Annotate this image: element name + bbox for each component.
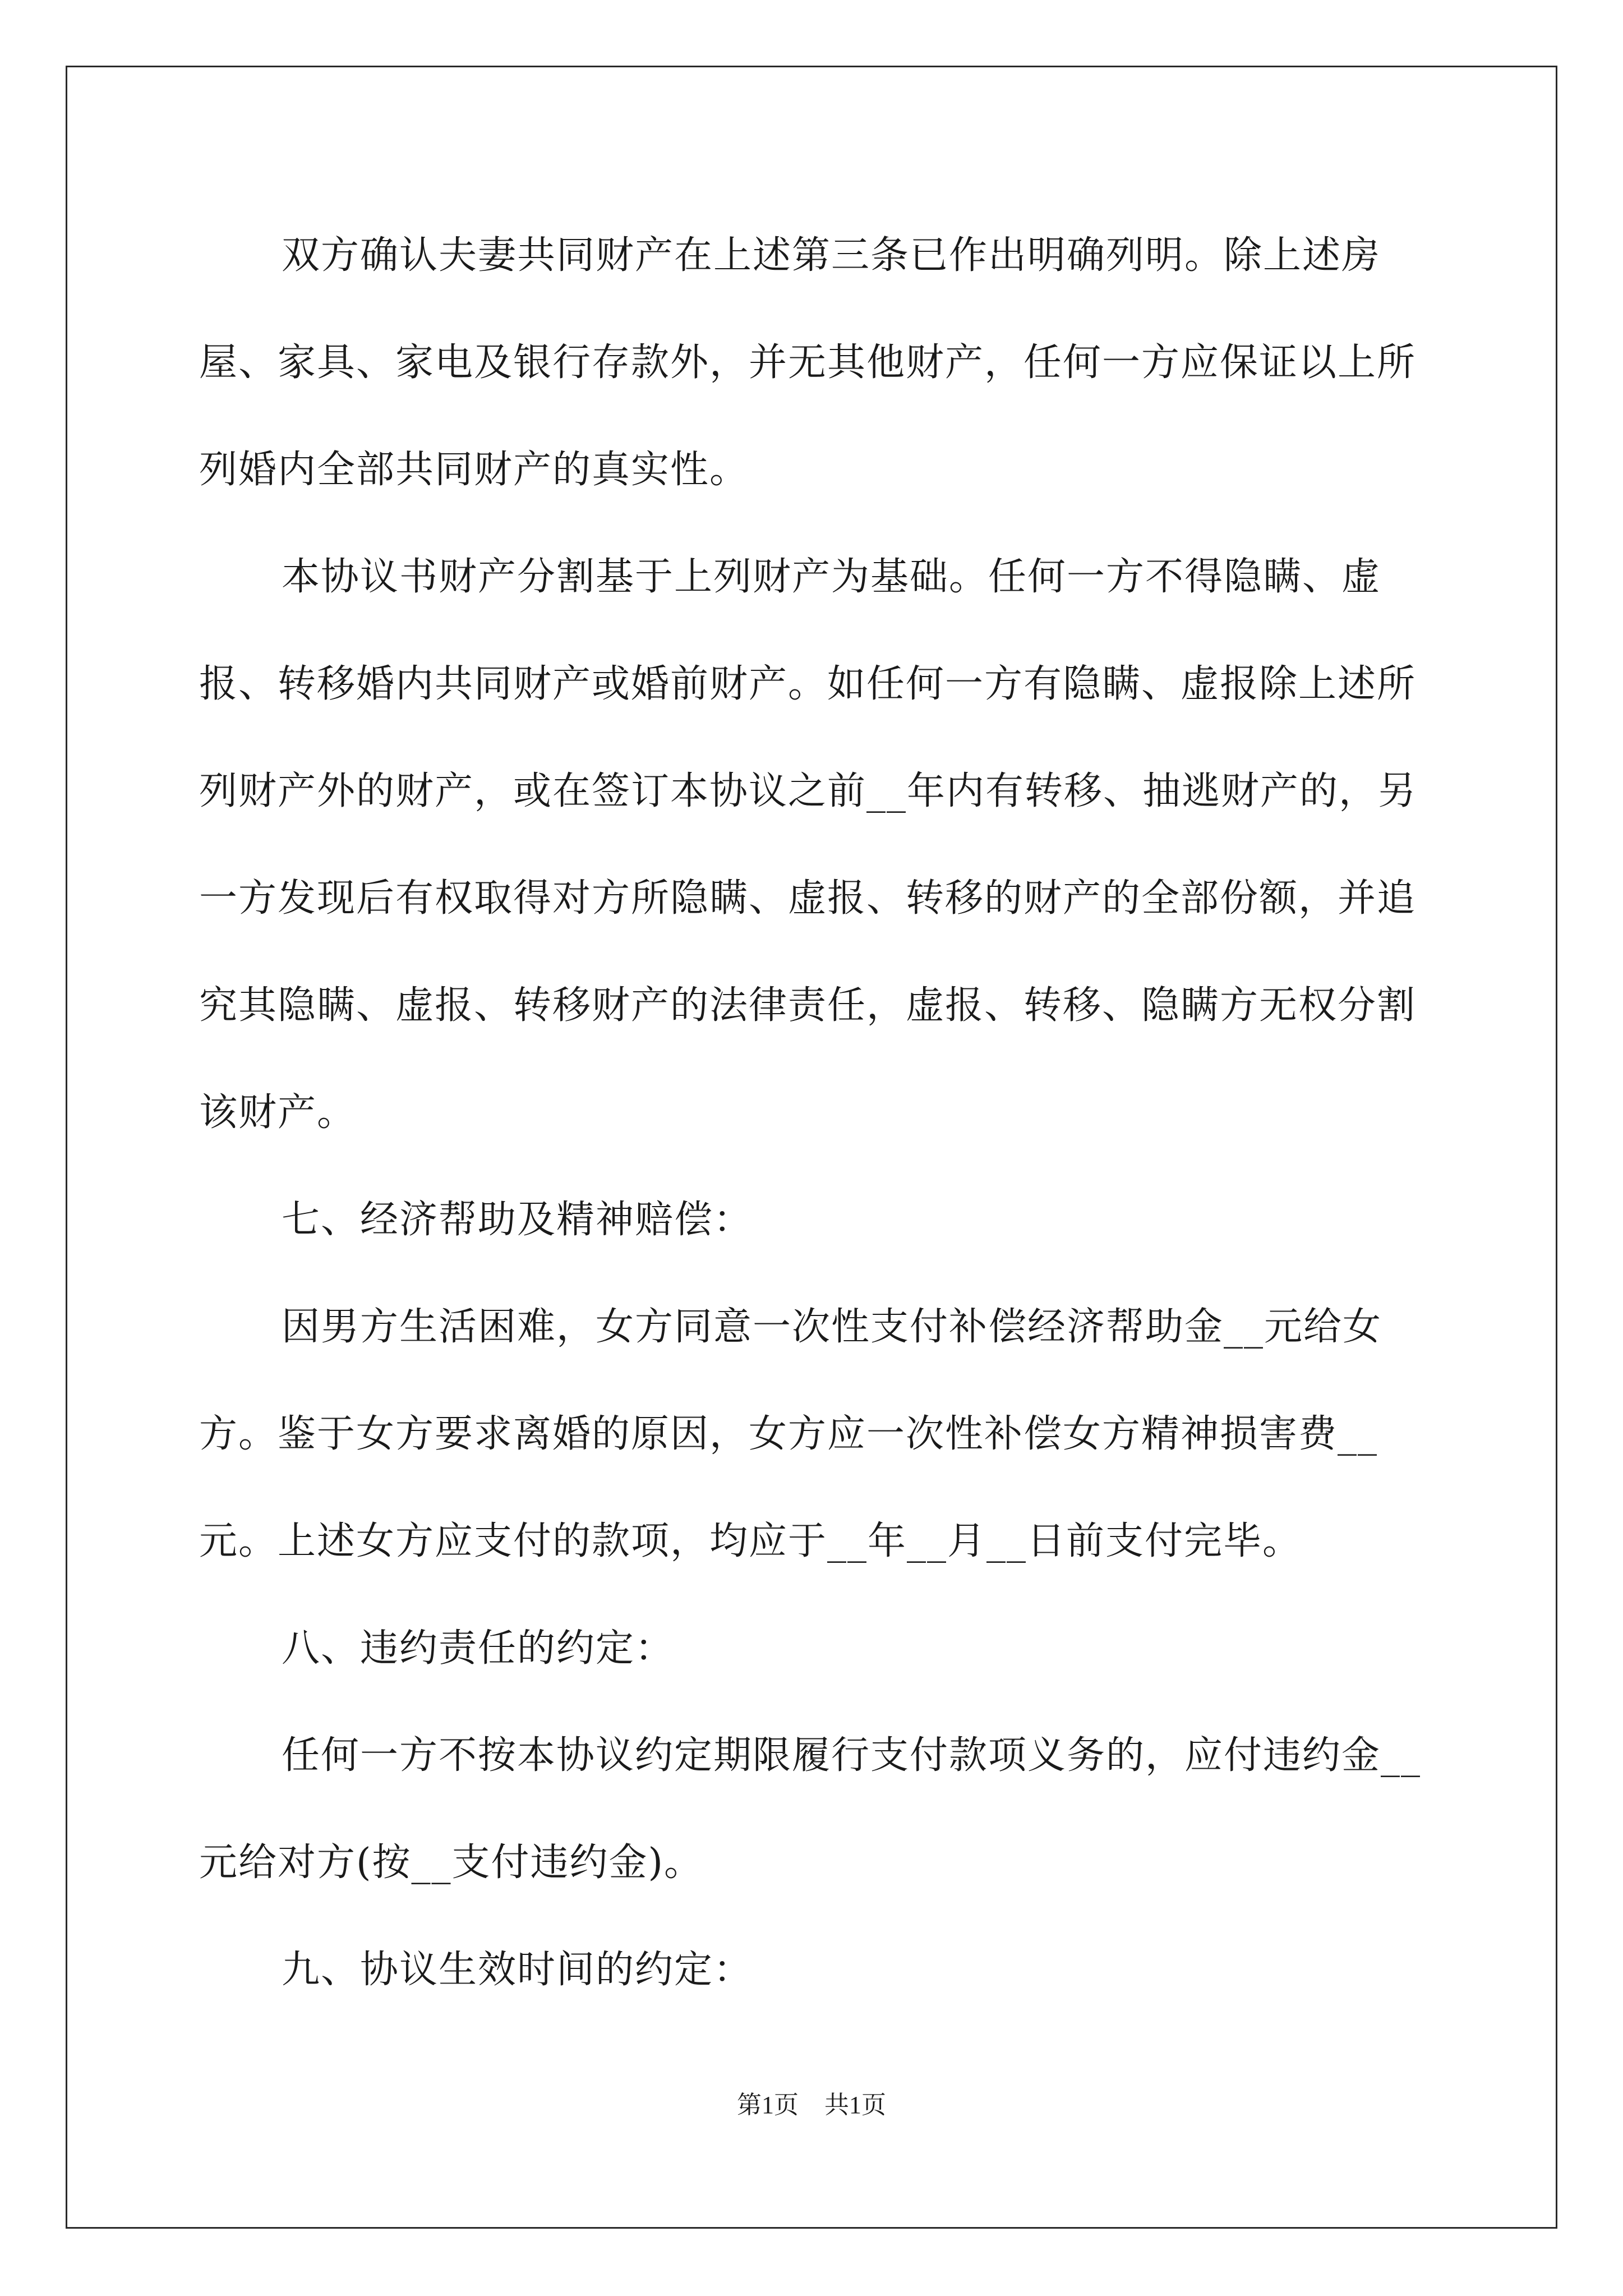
page-footer	[66, 2085, 1557, 2120]
paragraph-breach: 任何一方不按本协议约定期限履行支付款项义务的，应付违约金__元给对方(按__支付违约金)。	[199, 1733, 1422, 1885]
section-heading-breach: 八、违约责任的约定：	[282, 1626, 675, 1671]
document-body	[199, 202, 1427, 2023]
section-heading-effective-time: 九、协议生效时间的约定：	[282, 1948, 753, 1992]
page-total: 共1页	[824, 2091, 886, 2119]
paragraph-economic-help: 因男方生活困难，女方同意一次性支付补偿经济帮助金__元给女方。鉴于女方要求离婚的原因，女方应一次性补偿女方精神损害费__元。上述女方应支付的款项，均应于__年__月__日前支付完毕。	[199, 1305, 1382, 1563]
paragraph-property-division: 本协议书财产分割基于上列财产为基础。任何一方不得隐瞒、虚报、转移婚内共同财产或婚前财产。如任何一方有隐瞒、虚报除上述所列财产外的财产，或在签订本协议之前__年内有转移、抽逃财产的，另一方发现后有权取得对方所隐瞒、虚报、转移的财产的全部份额，并追究其隐瞒、虚报、转移财产的法律责任，虚报、转移、隐瞒方无权分割该财产。	[199, 555, 1418, 1135]
section-heading-economic-help: 七、经济帮助及精神赔偿：	[282, 1198, 753, 1242]
paragraph-property-confirmation: 双方确认夫妻共同财产在上述第三条已作出明确列明。除上述房屋、家具、家电及银行存款外，并无其他财产，任何一方应保证以上所列婚内全部共同财产的真实性。	[199, 233, 1417, 492]
page-number: 第1页	[737, 2091, 799, 2119]
